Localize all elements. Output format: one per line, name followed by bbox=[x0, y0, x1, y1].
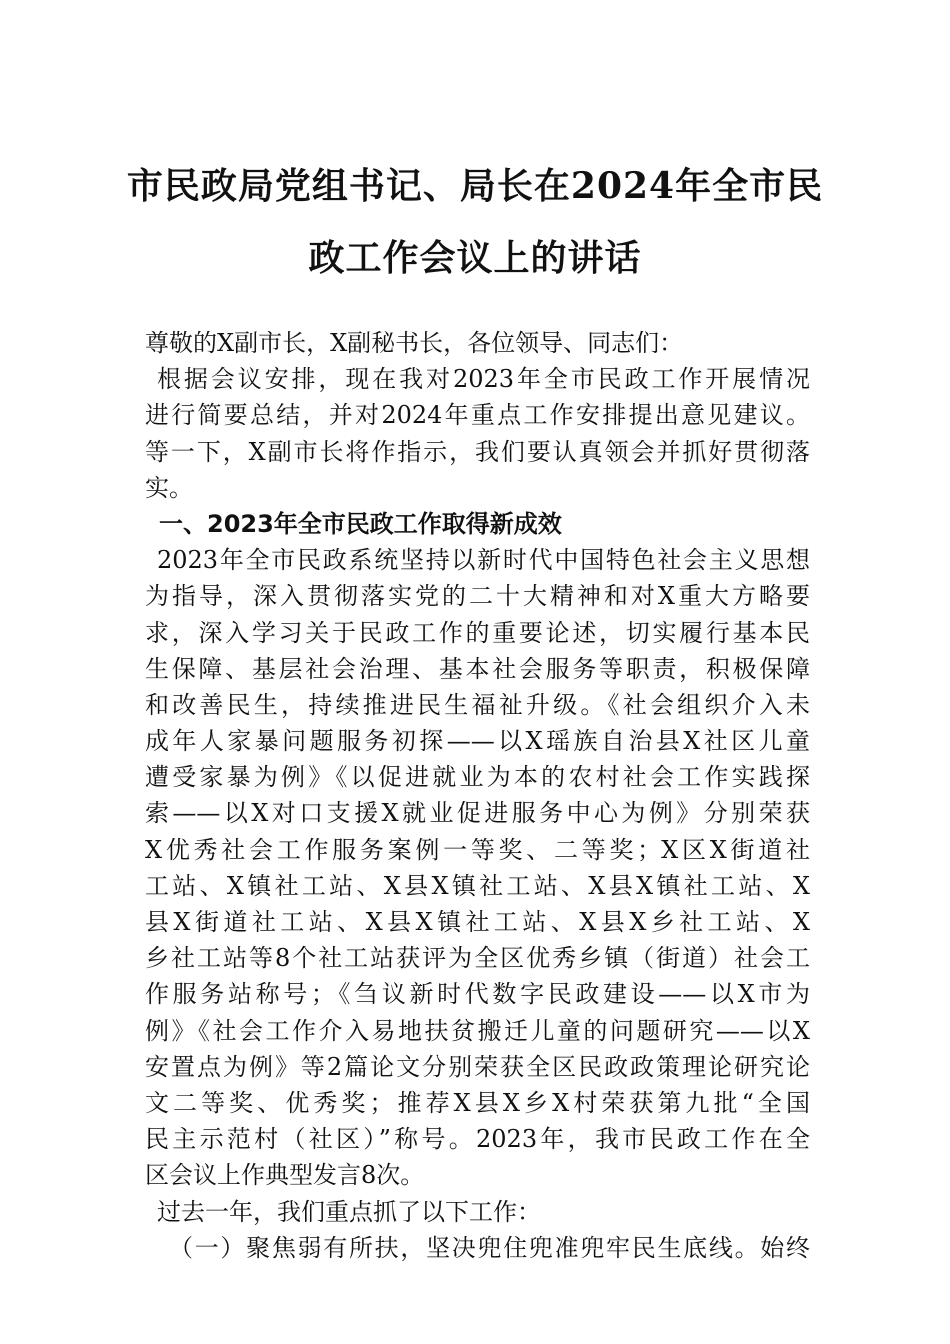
title-line-1: 市民政局党组书记、局长在2024年全市民 bbox=[126, 165, 824, 207]
salutation: 尊敬的X副市长，X副秘书长，各位领导、同志们： bbox=[145, 329, 684, 357]
section1-line-2: 为指导，深入贯彻落实党的二十大精神和对X重大方略要 bbox=[145, 582, 810, 611]
section1-line-15: 安置点为例》等2篇论文分别荣获全区民政政策理论研究论 bbox=[145, 1052, 810, 1081]
section1-line-6: 成年人家暴问题服务初探——以X瑶族自治县X社区儿童 bbox=[145, 727, 810, 756]
intro-line-2: 进行简要总结，并对2024年重点工作安排提出意见建议。 bbox=[145, 401, 810, 430]
intro-line-3: 等一下，X副市长将作指示，我们要认真领会并抓好贯彻落 bbox=[145, 437, 810, 466]
section-heading-1: 一、2023年全市民政工作取得新成效 bbox=[159, 509, 562, 538]
subsection-heading-1: （一）聚焦弱有所扶，坚决兜住兜准兜牢民生底线。始终 bbox=[169, 1233, 810, 1262]
intro-line-1: 根据会议安排，现在我对2023年全市民政工作开展情况 bbox=[157, 365, 810, 394]
section1-line-10: 工站、X镇社工站、X县X镇社工站、X县X镇社工站、X bbox=[145, 871, 810, 900]
title-line-2: 政工作会议上的讲话 bbox=[308, 237, 642, 279]
section1-line-7: 遭受家暴为例》《以促进就业为本的农村社会工作实践探 bbox=[145, 763, 810, 792]
section1-line-8: 索——以X对口支援X就业促进服务中心为例》分别荣获 bbox=[145, 799, 810, 828]
section1-line-4: 生保障、基层社会治理、基本社会服务等职责，积极保障 bbox=[145, 654, 810, 683]
section1-line-12: 乡社工站等8个社工站获评为全区优秀乡镇（街道）社会工 bbox=[145, 944, 810, 973]
intro-line-4: 实。 bbox=[145, 473, 193, 502]
section1-line-13: 作服务站称号；《刍议新时代数字民政建设——以X市为 bbox=[145, 980, 810, 1009]
section1-line-1: 2023年全市民政系统坚持以新时代中国特色社会主义思想 bbox=[157, 546, 810, 575]
section1-line-16: 文二等奖、优秀奖；推荐X县X乡X村荣获第九批“全国 bbox=[145, 1088, 810, 1117]
section1-line-9: X优秀社会工作服务案例一等奖、二等奖；X区X街道社 bbox=[145, 835, 810, 864]
document-body bbox=[145, 325, 810, 1266]
section1-line-3: 求，深入学习关于民政工作的重要论述，切实履行基本民 bbox=[145, 618, 810, 647]
section1-line-14: 例》《社会工作介入易地扶贫搬迁儿童的问题研究——以X bbox=[145, 1016, 810, 1045]
section1-line-5: 和改善民生，持续推进民生福祉升级。《社会组织介入未 bbox=[145, 690, 810, 719]
past-year-paragraph: 过去一年，我们重点抓了以下工作： bbox=[157, 1197, 541, 1226]
document-title bbox=[120, 150, 830, 294]
section1-line-18: 区会议上作典型发言8次。 bbox=[145, 1161, 425, 1190]
section1-line-11: 县X街道社工站、X县X镇社工站、X县X乡社工站、X bbox=[145, 908, 810, 936]
section1-line-17: 民主示范村（社区）”称号。2023年，我市民政工作在全 bbox=[145, 1125, 810, 1154]
